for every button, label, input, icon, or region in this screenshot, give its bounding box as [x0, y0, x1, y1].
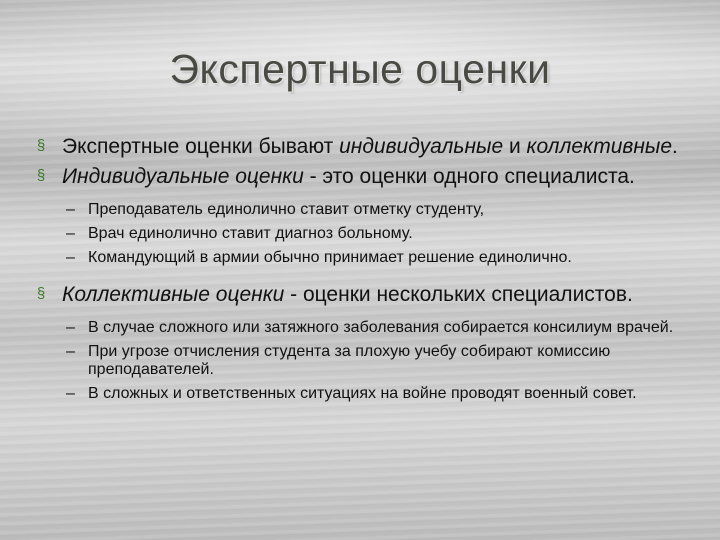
bullet-item-2 — [30, 165, 710, 188]
dash-icon: – — [66, 343, 75, 360]
dash-icon: – — [66, 319, 75, 336]
dash-icon: – — [66, 225, 75, 242]
bullet-italic: индивидуальные — [339, 135, 504, 158]
sub-item-text: В случае сложного или затяжного заболевания собирается консилиум врачей. — [88, 319, 674, 336]
bullet-item-1 — [30, 135, 710, 158]
bullet-text: Экспертные оценки бывают — [62, 135, 340, 158]
bullet-italic: коллективные — [526, 135, 673, 158]
sub-item-text: Преподаватель единолично ставит отметку студенту, — [88, 201, 485, 218]
bullet-text: . — [672, 135, 678, 158]
slide-title: Экспертные оценки — [169, 46, 551, 92]
sub-item-text: При угрозе отчисления студента за плохую учебу собирают комиссию преподавателей. — [88, 343, 611, 378]
sub-item — [30, 249, 710, 267]
bullet-item-3 — [30, 283, 710, 306]
sub-item-text: В сложных и ответственных ситуациях на войне проводят военный совет. — [88, 385, 637, 402]
dash-icon: – — [66, 385, 75, 402]
bullet-italic: Индивидуальные оценки — [62, 165, 304, 188]
section-bullet-icon: § — [36, 167, 46, 184]
bullet-text: - оценки нескольких специалистов. — [284, 283, 633, 306]
bullet-text: - это оценки одного специалиста. — [303, 165, 635, 188]
bullet-text: и — [503, 135, 527, 158]
dash-icon: – — [66, 201, 75, 218]
sub-item-text: Командующий в армии обычно принимает решение единолично. — [88, 249, 572, 266]
sub-item — [30, 201, 710, 219]
sub-item — [30, 385, 710, 403]
slide-body — [30, 135, 710, 409]
sub-item-text: Врач единолично ставит диагноз больному. — [88, 225, 413, 242]
sub-item — [30, 225, 710, 243]
bullet-italic: Коллективные оценки — [62, 283, 285, 306]
dash-icon: – — [66, 249, 75, 266]
section-bullet-icon: § — [36, 285, 46, 302]
sub-item — [30, 343, 710, 379]
section-bullet-icon: § — [36, 137, 46, 154]
sub-item — [30, 319, 710, 337]
